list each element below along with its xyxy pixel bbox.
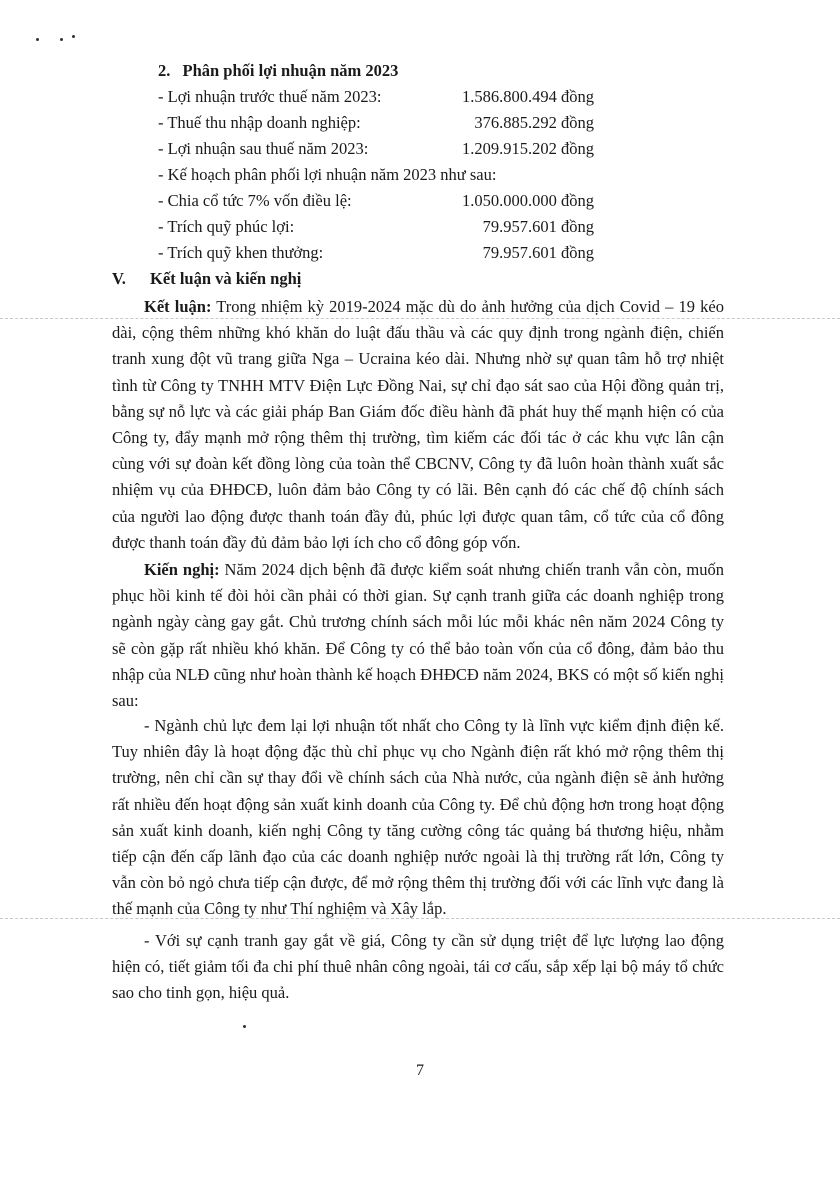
distribution-value: 79.957.601 đồng: [482, 217, 594, 236]
scan-speck: [60, 38, 63, 41]
section-5-heading: [112, 269, 301, 289]
scan-speck: [243, 1025, 246, 1028]
financial-label: - Lợi nhuận sau thuế năm 2023:: [158, 139, 369, 158]
distribution-label: - Trích quỹ khen thưởng:: [158, 243, 324, 262]
financial-row: [158, 113, 594, 139]
section-2-heading: [158, 61, 398, 81]
recommendation-bullet: - Ngành chủ lực đem lại lợi nhuận tốt nhất cho Công ty là lĩnh vực kiểm định điện kế. Tuy nhiên đây là hoạt động đặc thù chỉ phục vụ cho Ngành điện rất khó mở rộng thêm thị trường, nên chỉ cần sự thay đổi về chính sách của Nhà nước, của ngành điện sẽ ảnh hưởng rất nhiều đến hoạt động sản xuất kinh doanh của Công ty. Để chủ động hơn trong hoạt động sản xuất kinh doanh, kiến nghị Công ty tăng cường công tác quảng bá thương hiệu, nhằm tiếp cận đến cấp lãnh đạo của các doanh nghiệp nước ngoài là thị trường rất lớn, Công ty vẫn còn bỏ ngỏ chưa tiếp cận được, để mở rộng thêm thị trường đối với các lĩnh vực đang là thế mạnh của Công ty như Thí nghiệm và Xây lắp.: [112, 716, 724, 919]
recommendation-lead: Kiến nghị:: [144, 560, 220, 579]
scan-speck: [36, 38, 39, 41]
section-title: Phân phối lợi nhuận năm 2023: [182, 61, 399, 80]
financial-label: - Lợi nhuận trước thuế năm 2023:: [158, 87, 382, 106]
financial-row: [158, 139, 594, 165]
distribution-row: [158, 217, 594, 243]
distribution-row: [158, 243, 594, 269]
financial-value: 1.209.915.202 đồng: [462, 139, 594, 158]
conclusion-lead: Kết luận:: [144, 297, 212, 316]
distribution-label: - Trích quỹ phúc lợi:: [158, 217, 295, 236]
financial-value: 376.885.292 đồng: [474, 113, 594, 132]
page-number: 7: [416, 1062, 424, 1079]
financial-label: - Thuế thu nhập doanh nghiệp:: [158, 113, 361, 132]
recommendation-paragraph: [112, 557, 724, 714]
recommendation-text: Năm 2024 dịch bệnh đã được kiểm soát nhưng chiến tranh vẫn còn, muốn phục hồi kinh tế đòi hỏi cần phải có thời gian. Sự cạnh tranh giữa các doanh nghiệp trong ngành ngày càng gay gắt. Chủ trương chính sách mỗi lúc mỗi khác nên năm 2024 Công ty sẽ còn gặp rất nhiều khó khăn. Để Công ty có thể bảo toàn vốn của cổ đông, đảm bảo thu nhập của NLĐ cũng như hoàn thành kế hoạch ĐHĐCĐ năm 2024, BKS có một số kiến nghị sau:: [112, 560, 724, 711]
financial-row: [158, 87, 594, 113]
section-number: 2.: [158, 61, 171, 80]
financial-value: 1.586.800.494 đồng: [462, 87, 594, 106]
recommendation-bullet: - Với sự cạnh tranh gay gắt về giá, Công ty cần sử dụng triệt để lực lượng lao động hiện có, tiết giảm tối đa chi phí thuê nhân công ngoài, tái cơ cấu, sắp xếp lại bộ máy tổ chức sao cho tinh gọn, hiệu quả.: [112, 931, 724, 1003]
distribution-value: 1.050.000.000 đồng: [462, 191, 594, 210]
distribution-value: 79.957.601 đồng: [482, 243, 594, 262]
conclusion-text: Trong nhiệm kỳ 2019-2024 mặc dù do ảnh hưởng của dịch Covid – 19 kéo dài, cộng thêm những khó khăn do luật đấu thầu và các quy định trong ngành điện, chiến tranh xung đột vũ trang giữa Nga – Ucraina kéo dài. Nhưng nhờ sự quan tâm hỗ trợ nhiệt tình từ Công ty TNHH MTV Điện Lực Đồng Nai, sự chỉ đạo sát sao của Hội đồng quản trị, bằng sự nỗ lực và các giải pháp Ban Giám đốc điều hành đã phát huy thế mạnh hiện có của Công ty, đẩy mạnh mở rộng thêm thị trường, tìm kiếm các đối tác ở các khu vực lân cận cùng với sự đoàn kết đồng lòng của toàn thể CBCNV, Công ty đã luôn hoàn thành xuất sắc nhiệm vụ của ĐHĐCĐ, luôn đảm bảo Công ty có lãi. Bên cạnh đó các chế độ chính sách của người lao động được thanh toán đầy đủ, phúc lợi được quan tâm, cổ tức của cổ đông được thanh toán đầy đủ đảm bảo lợi ích cho cổ đông góp vốn.: [112, 297, 724, 552]
distribution-row: [158, 191, 594, 217]
conclusion-paragraph: [112, 294, 724, 556]
scan-speck: [72, 35, 75, 38]
section-number: V.: [112, 269, 126, 288]
distribution-label: - Chia cổ tức 7% vốn điều lệ:: [158, 191, 352, 210]
section-title: Kết luận và kiến nghị: [150, 269, 302, 288]
distribution-plan-intro: - Kế hoạch phân phối lợi nhuận năm 2023 như sau:: [158, 165, 497, 184]
